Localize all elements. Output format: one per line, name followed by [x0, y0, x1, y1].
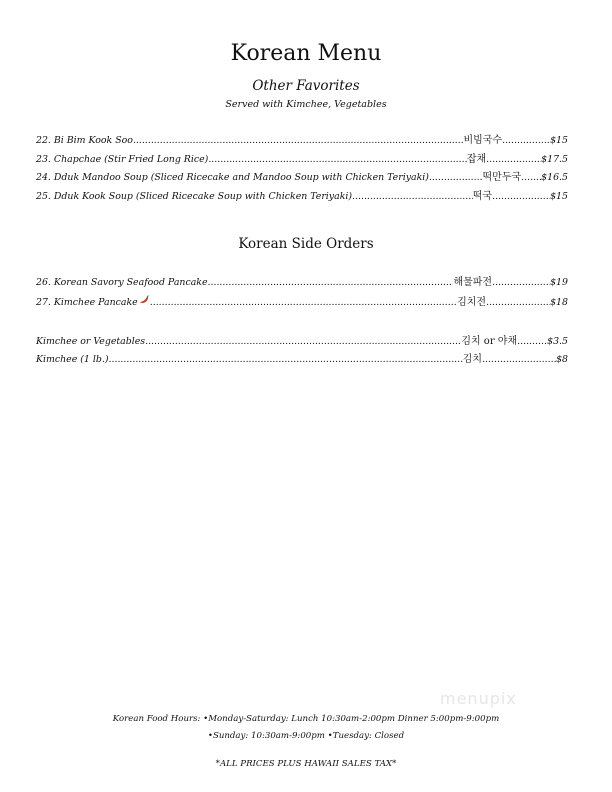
leader-dots	[521, 172, 541, 183]
leader-dots	[482, 354, 556, 365]
hours-line-2: •Sunday: 10:30am-9:00pm •Tuesday: Closed	[207, 731, 405, 741]
item-price: $18	[550, 297, 568, 308]
item-name: 26. Korean Savory Seafood Pancake	[36, 277, 208, 288]
watermark: menupix	[440, 689, 517, 708]
leader-dots	[429, 172, 483, 183]
item-korean-name: 떡만두국	[482, 172, 522, 183]
item-name: 24. Dduk Mandoo Soup (Sliced Ricecake and Mandoo Soup with Chicken Teriyaki)	[36, 172, 429, 183]
leader-dots	[492, 191, 550, 202]
item-name: 22. Bi Bim Kook Soo	[36, 135, 133, 146]
item-price: $19	[550, 277, 568, 288]
menu-item	[36, 187, 568, 202]
menu-item	[36, 150, 568, 165]
leader-dots	[150, 297, 457, 308]
item-price: $16.5	[541, 172, 568, 183]
menu-title: Korean Menu	[230, 41, 382, 66]
tax-note: *ALL PRICES PLUS HAWAII SALES TAX*	[215, 759, 397, 769]
item-korean-name: 김치	[462, 354, 483, 365]
item-korean-name: 김치전	[457, 297, 487, 308]
leader-dots	[133, 135, 464, 146]
item-price: $15	[550, 191, 568, 202]
menu-item	[36, 168, 568, 183]
leader-dots	[502, 135, 550, 146]
item-price: $3.5	[547, 336, 568, 347]
item-name: 23. Chapchae (Stir Fried Long Rice)	[36, 154, 209, 165]
item-name: 27. Kimchee Pancake	[36, 297, 138, 308]
leader-dots	[145, 336, 461, 347]
item-korean-name: 비빔국수	[463, 135, 503, 146]
item-name: 25. Dduk Kook Soup (Sliced Ricecake Soup with Chicken Teriyaki)	[36, 191, 353, 202]
menu-item	[36, 273, 568, 288]
item-korean-name: 잡채	[466, 154, 487, 165]
item-name: Kimchee or Vegetables	[36, 336, 146, 347]
item-price: $15	[550, 135, 568, 146]
section-subtitle: Served with Kimchee, Vegetables	[225, 99, 387, 110]
hours-line-1: Korean Food Hours: •Monday-Saturday: Lunch 10:30am-2:00pm Dinner 5:00pm-9:00pm	[112, 714, 500, 724]
leader-dots	[486, 297, 550, 308]
item-name: Kimchee (1 lb.)	[36, 354, 109, 365]
leader-dots	[492, 277, 550, 288]
leader-dots	[517, 336, 547, 347]
menu-item	[36, 131, 568, 146]
item-price: $17.5	[541, 154, 568, 165]
item-korean-name: 김치 or 야채	[461, 336, 518, 347]
menu-item	[36, 332, 568, 347]
item-korean-name: 떡국	[472, 191, 493, 202]
section-title-other-favorites: Other Favorites	[252, 78, 360, 94]
leader-dots	[109, 354, 463, 365]
leader-dots	[352, 191, 473, 202]
item-price: $8	[556, 354, 568, 365]
menu-item	[36, 293, 568, 308]
chili-pepper-icon	[138, 295, 150, 305]
leader-dots	[486, 154, 541, 165]
section-title-side-orders: Korean Side Orders	[238, 236, 374, 252]
leader-dots	[208, 277, 454, 288]
leader-dots	[208, 154, 467, 165]
menu-item	[36, 350, 568, 365]
item-korean-name: 해물파전	[453, 277, 493, 288]
